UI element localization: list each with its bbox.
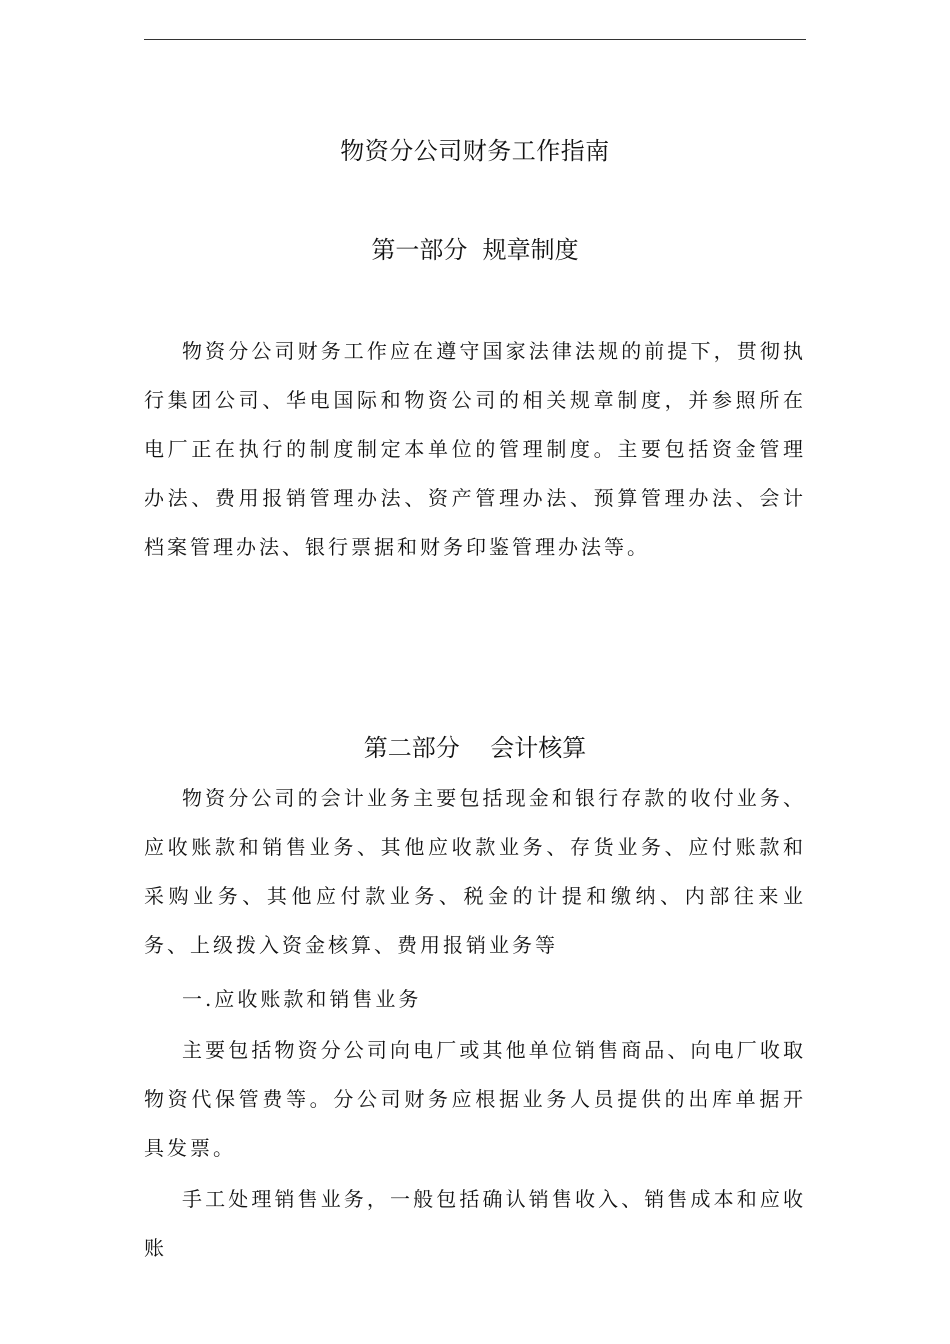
header-rule <box>144 39 806 40</box>
document-title: 物资分公司财务工作指南 <box>340 137 610 165</box>
part1-paragraph: 物资分公司财务工作应在遵守国家法律法规的前提下，贯彻执行集团公司、华电国际和物资公司的相关规章制度，并参照所在电厂正在执行的制度制定本单位的管理制度。主要包括资金管理办法、费用报销管理办法、资产管理办法、预算管理办法、会计档案管理办法、银行票据和财务印鉴管理办法等。 <box>144 339 806 559</box>
part2-intro-paragraph: 物资分公司的会计业务主要包括现金和银行存款的收付业务、应收账款和销售业务、其他应收款业务、存货业务、应付账款和采购业务、其他应付款业务、税金的计提和缴纳、内部往来业务、上级拨入资金核算、费用报销业务等 <box>144 786 806 957</box>
part2-heading: 第二部分 会计核算 <box>363 734 587 762</box>
part1-heading: 第一部分 规章制度 <box>371 236 579 264</box>
section1-paragraph-2: 手工处理销售业务，一般包括确认销售收入、销售成本和应收账 <box>144 1187 806 1260</box>
section1-heading: 一.应收账款和销售业务 <box>182 987 422 1011</box>
section1-paragraph-1: 主要包括物资分公司向电厂或其他单位销售商品、向电厂收取物资代保管费等。分公司财务应根据业务人员提供的出库单据开具发票。 <box>144 1038 806 1160</box>
